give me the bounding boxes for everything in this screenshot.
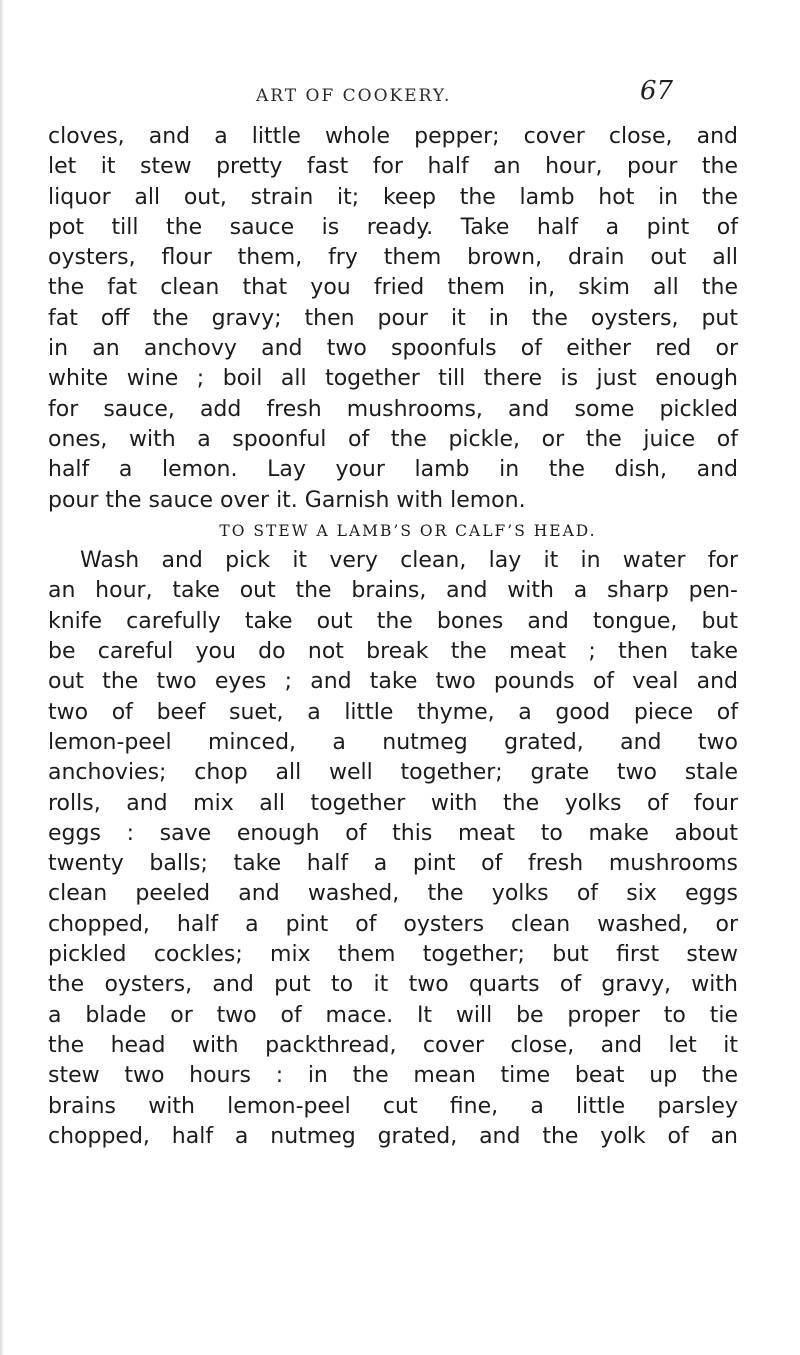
text-line: stew two hours : in the mean time beat up the xyxy=(48,1063,738,1089)
text-line: ones, with a spoonful of the pickle, or the juice of xyxy=(48,426,738,452)
text-line: chopped, half a nutmeg grated, and the yolk of an xyxy=(48,1123,738,1149)
text-line: pickled cockles; mix them together; but first stew xyxy=(48,942,738,968)
text-line: let it stew pretty fast for half an hour, pour the xyxy=(48,154,738,180)
text-line: knife carefully take out the bones and tongue, but xyxy=(48,608,738,634)
page-gutter-shadow xyxy=(0,0,4,1355)
text-line: out the two eyes ; and take two pounds of veal and xyxy=(48,669,738,695)
text-line: cloves, and a little whole pepper; cover close, and xyxy=(48,124,738,149)
page-number: 67 xyxy=(640,76,674,106)
text-line: chopped, half a pint of oysters clean washed, or xyxy=(48,911,738,937)
text-line: white wine ; boil all together till there is just enough xyxy=(48,366,738,392)
section-heading: TO STEW A LAMB’S OR CALF’S HEAD. xyxy=(219,521,597,540)
text-line: oysters, flour them, fry them brown, drain out all xyxy=(48,245,738,271)
running-title: ART OF COOKERY. xyxy=(256,86,452,106)
text-line: clean peeled and washed, the yolks of six eggs xyxy=(48,881,738,907)
text-line: twenty balls; take half a pint of fresh mushrooms xyxy=(48,851,738,877)
text-line: liquor all out, strain it; keep the lamb hot in the xyxy=(48,184,738,210)
text-line: pot till the sauce is ready. Take half a pint of xyxy=(48,214,738,240)
text-line: brains with lemon-peel cut fine, a little parsley xyxy=(48,1093,738,1119)
text-line: the fat clean that you fried them in, skim all the xyxy=(48,275,738,301)
text-line: half a lemon. Lay your lamb in the dish, and xyxy=(48,457,738,483)
body-text xyxy=(48,122,738,1152)
text-line: be careful you do not break the meat ; then take xyxy=(48,639,738,665)
text-line: rolls, and mix all together with the yolks of four xyxy=(48,790,738,816)
text-line: the head with packthread, cover close, and let it xyxy=(48,1032,738,1058)
text-line: for sauce, add fresh mushrooms, and some pickled xyxy=(48,396,738,422)
text-line: fat off the gravy; then pour it in the oysters, put xyxy=(48,305,738,331)
text-line: the oysters, and put to it two quarts of gravy, with xyxy=(48,972,738,998)
text-line: two of beef suet, a little thyme, a good piece of xyxy=(48,699,738,725)
text-line: an hour, take out the brains, and with a sharp pen- xyxy=(48,578,738,604)
text-line: lemon-peel minced, a nutmeg grated, and two xyxy=(48,729,738,755)
text-line: a blade or two of mace. It will be proper to tie xyxy=(48,1002,738,1028)
text-line: in an anchovy and two spoonfuls of either red or xyxy=(48,336,738,362)
text-line: pour the sauce over it. Garnish with lemon. xyxy=(48,487,526,513)
text-line: eggs : save enough of this meat to make about xyxy=(48,820,738,846)
text-line: Wash and pick it very clean, lay it in water for xyxy=(80,548,738,574)
text-line: anchovies; chop all well together; grate two stale xyxy=(48,760,738,786)
